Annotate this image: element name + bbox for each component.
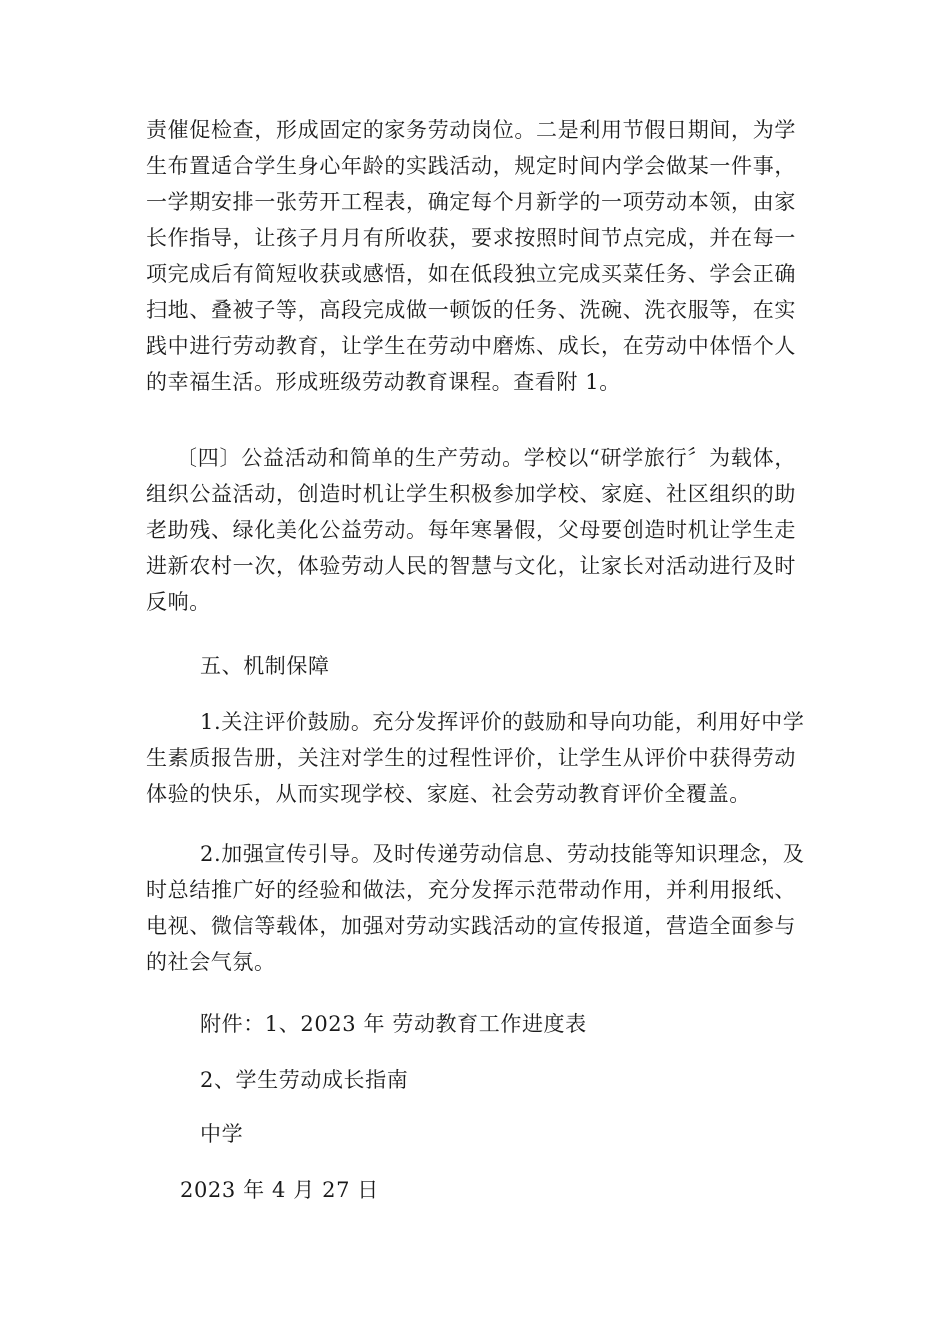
attachment-line-2: 2、学生劳动成长指南 xyxy=(200,1068,409,1092)
text-line: 项完成后有简短收获或感悟，如在低段独立完成买菜任务、学会正确 xyxy=(146,262,796,286)
text-line: 时总结推广好的经验和做法，充分发挥示范带动作用，并利用报纸、 xyxy=(146,878,796,902)
text-line: 电视、微信等载体，加强对劳动实践活动的宣传报道，营造全面参与 xyxy=(146,914,796,938)
text-line: 进新农村一次，体验劳动人民的智慧与文化，让家长对活动进行及时 xyxy=(146,554,796,578)
text-line: 老助残、绿化美化公益劳动。每年寒暑假，父母要创造时机让学生走 xyxy=(146,518,796,542)
section-heading: 五、机制保障 xyxy=(200,654,330,678)
text-line: 责催促检查，形成固定的家务劳动岗位。二是利用节假日期间，为学 xyxy=(146,118,796,142)
attachment-line-1: 附件：1、2023 年 劳动教育工作进度表 xyxy=(200,1012,587,1036)
text-line: 一学期安排一张劳开工程表，确定每个月新学的一项劳动本领，由家 xyxy=(146,190,796,214)
signature-date: 2023 年 4 月 27 日 xyxy=(180,1178,379,1202)
text-line: 的幸福生活。形成班级劳动教育课程。查看附 1。 xyxy=(146,370,621,394)
text-line: 反响。 xyxy=(146,590,211,614)
text-line: 的社会气氛。 xyxy=(146,950,276,974)
text-line: 组织公益活动，创造时机让学生积极参加学校、家庭、社区组织的助 xyxy=(146,482,796,506)
text-line: 体验的快乐，从而实现学校、家庭、社会劳动教育评价全覆盖。 xyxy=(146,782,751,806)
text-line: 2.加强宣传引导。及时传递劳动信息、劳动技能等知识理念，及 xyxy=(200,842,805,866)
text-line: 践中进行劳动教育，让学生在劳动中磨炼、成长，在劳动中体悟个人 xyxy=(146,334,796,358)
text-line: 长作指导，让孩子月月有所收获，要求按照时间节点完成，并在每一 xyxy=(146,226,796,250)
text-line: 生素质报告册，关注对学生的过程性评价，让学生从评价中获得劳动 xyxy=(146,746,796,770)
text-line: 扫地、叠被子等，高段完成做一顿饭的任务、洗碗、洗衣服等，在实 xyxy=(146,298,796,322)
text-line: 〔四〕公益活动和简单的生产劳动。学校以“研学旅行〞为载体， xyxy=(176,446,796,470)
text-line: 1.关注评价鼓励。充分发挥评价的鼓励和导向功能，利用好中学 xyxy=(200,710,805,734)
signature-school: 中学 xyxy=(200,1122,244,1146)
text-line: 生布置适合学生身心年龄的实践活动，规定时间内学会做某一件事， xyxy=(146,154,796,178)
